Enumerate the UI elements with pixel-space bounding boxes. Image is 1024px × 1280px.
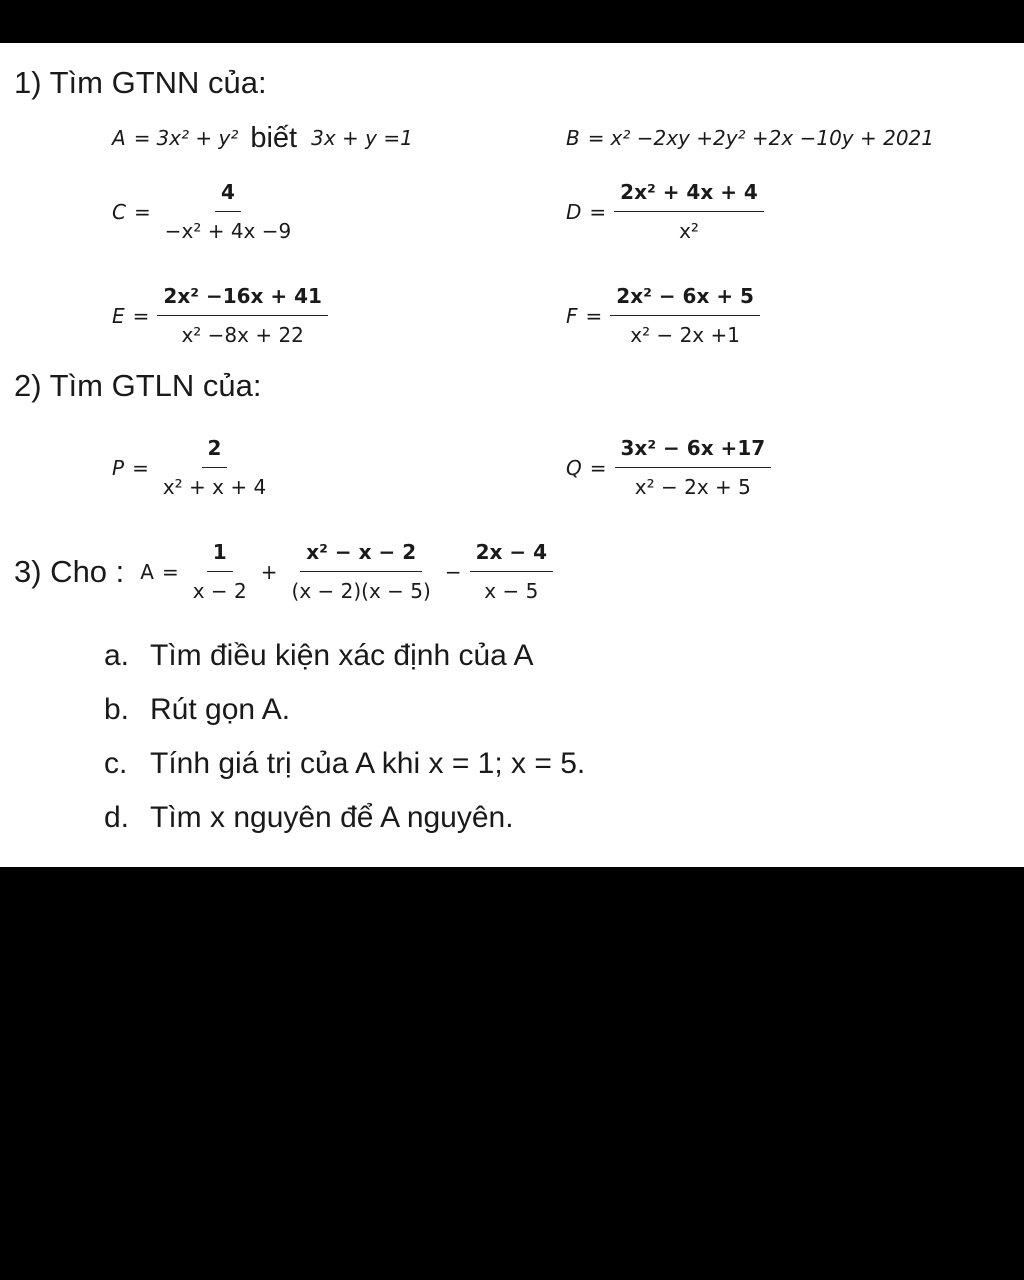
fraction-2-denominator: (x − 2)(x − 5) — [291, 579, 431, 603]
expr-p-eq: = — [132, 455, 149, 480]
expr-d-eq: = — [589, 199, 607, 224]
expr-c-eq: = — [133, 199, 151, 224]
expr-p-lhs: P — [112, 455, 125, 480]
expression-d — [566, 179, 766, 244]
expression-a — [112, 121, 413, 155]
expr-e-lhs: E — [112, 303, 125, 328]
expr-f-numerator: 2x² − 6x + 5 — [610, 283, 760, 316]
expr-c-fraction — [159, 179, 297, 244]
expr-a-eq: = — [133, 126, 151, 150]
expr-a-lhs: A — [112, 126, 126, 150]
expression-e — [112, 283, 330, 348]
fraction-2 — [286, 539, 437, 604]
fraction-3-denominator: x − 5 — [484, 579, 539, 603]
task-a-text: Tìm điều kiện xác định của A — [150, 639, 534, 672]
worksheet — [0, 43, 1024, 867]
task-b-marker: b. — [104, 693, 130, 726]
expr-a-rhs: 3x² + y² — [156, 126, 239, 150]
task-a-marker: a. — [104, 639, 130, 672]
section-1-heading: 1) Tìm GTNN của: — [14, 65, 267, 100]
expression-c — [112, 179, 299, 244]
expr-p-denominator: x² + x + 4 — [162, 475, 267, 499]
expression-f — [566, 283, 762, 348]
expr-p-numerator: 2 — [202, 435, 228, 468]
expr-e-fraction — [157, 283, 328, 348]
expr-q-denominator: x² − 2x + 5 — [634, 475, 751, 499]
fraction-1-numerator: 1 — [207, 539, 233, 572]
expr-f-denominator: x² − 2x +1 — [630, 323, 740, 347]
minus-operator: − — [444, 559, 462, 584]
task-c-marker: c. — [104, 747, 128, 780]
fraction-2-numerator: x² − x − 2 — [300, 539, 422, 572]
expr-f-lhs: F — [566, 303, 578, 328]
expr-f-eq: = — [585, 303, 603, 328]
task-c-text: Tính giá trị của A khi x = 1; x = 5. — [150, 747, 586, 780]
task-c — [104, 747, 585, 781]
task-d — [104, 801, 514, 835]
expr-q-fraction — [615, 435, 772, 500]
expr-a-condition: 3x + y =1 — [311, 126, 413, 150]
section-3-expression — [14, 539, 555, 604]
task-a — [104, 639, 534, 673]
expr-p-fraction — [157, 435, 272, 500]
fraction-3-numerator: 2x − 4 — [470, 539, 553, 572]
expr-d-lhs: D — [566, 199, 582, 224]
task-d-marker: d. — [104, 801, 130, 834]
expr-b-lhs: B — [566, 126, 580, 150]
section-2-heading: 2) Tìm GTLN của: — [14, 368, 262, 403]
task-b-text: Rút gọn A. — [150, 693, 291, 726]
section-3-eq: = — [161, 559, 179, 584]
task-b — [104, 693, 290, 727]
expr-q-numerator: 3x² − 6x +17 — [615, 435, 772, 468]
expr-e-denominator: x² −8x + 22 — [181, 323, 304, 347]
expr-q-lhs: Q — [566, 455, 582, 480]
expression-b — [566, 121, 934, 155]
fraction-1-denominator: x − 2 — [192, 579, 247, 603]
expr-a-word: biết — [250, 121, 298, 154]
expr-f-fraction — [610, 283, 760, 348]
expr-d-denominator: x² — [679, 219, 699, 243]
expr-b-rhs: x² −2xy +2y² +2x −10y + 2021 — [610, 126, 935, 150]
section-3-lhs: A — [140, 559, 154, 584]
task-d-text: Tìm x nguyên để A nguyên. — [150, 801, 514, 834]
expr-e-numerator: 2x² −16x + 41 — [157, 283, 328, 316]
fraction-1 — [187, 539, 253, 604]
section-3-label: 3) Cho : — [14, 553, 125, 589]
expr-e-eq: = — [132, 303, 150, 328]
expr-d-numerator: 2x² + 4x + 4 — [614, 179, 764, 212]
expr-q-eq: = — [589, 455, 607, 480]
expr-c-denominator: −x² + 4x −9 — [164, 219, 292, 243]
expression-q — [566, 435, 773, 500]
expr-d-fraction — [614, 179, 764, 244]
plus-operator: + — [260, 559, 278, 584]
expr-b-eq: = — [587, 126, 605, 150]
fraction-3 — [470, 539, 553, 604]
expr-c-lhs: C — [112, 199, 126, 224]
expression-p — [112, 435, 274, 500]
expr-c-numerator: 4 — [215, 179, 241, 212]
